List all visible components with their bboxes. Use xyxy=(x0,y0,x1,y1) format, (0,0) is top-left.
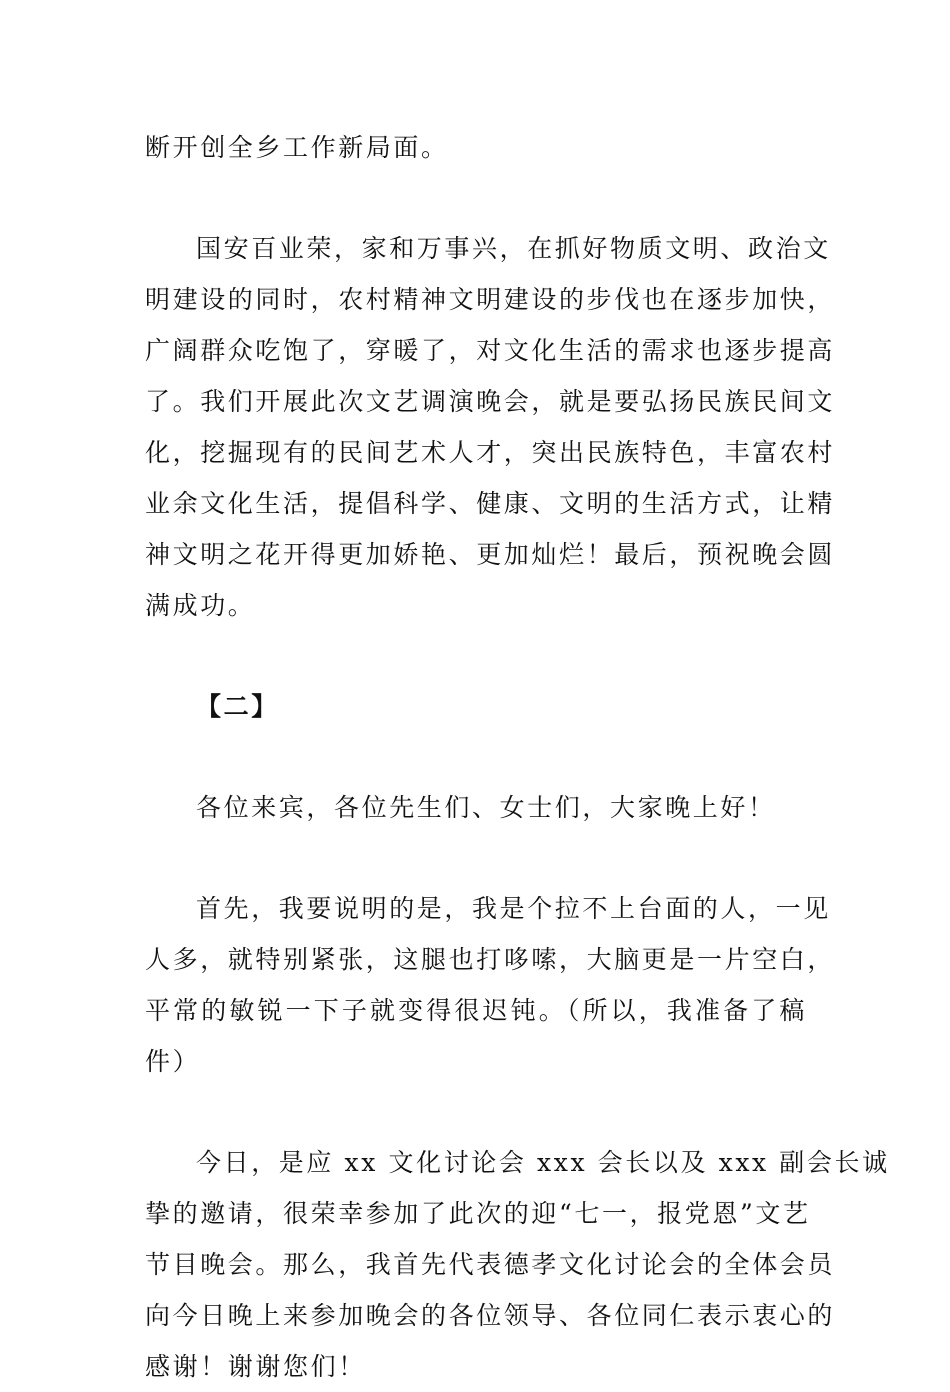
paragraph-thanks xyxy=(145,1137,890,1392)
paragraph-greeting xyxy=(145,782,807,833)
text-line: 首先，我要说明的是，我是个拉不上台面的人，一见 xyxy=(196,894,831,923)
text-line: 人多，就特别紧张，这腿也打哆嗦，大脑更是一片空白， xyxy=(145,945,836,974)
text-line: 件） xyxy=(145,1047,201,1076)
text-line: 了。我们开展此次文艺调演晚会，就是要弘扬民族民间文 xyxy=(145,387,836,416)
text-line: 国安百业荣，家和万事兴，在抓好物质文明、政治文 xyxy=(196,234,831,263)
paragraph-introduction xyxy=(145,883,836,1087)
text-line: 向今日晚上来参加晚会的各位领导、各位同仁表示衷心的 xyxy=(145,1301,836,1330)
text-line: 挚的邀请，很荣幸参加了此次的迎“七一，报党恩”文艺 xyxy=(145,1199,811,1228)
text-line: 广阔群众吃饱了，穿暖了，对文化生活的需求也逐步提高 xyxy=(145,336,836,365)
text-line: 平常的敏锐一下子就变得很迟钝。（所以，我准备了稿 xyxy=(145,996,807,1025)
paragraph-continuation xyxy=(145,122,807,173)
text-line: 节目晚会。那么，我首先代表德孝文化讨论会的全体会员 xyxy=(145,1250,836,1279)
text-line: 断开创全乡工作新局面。 xyxy=(145,133,449,162)
text-line: 化，挖掘现有的民间艺术人才，突出民族特色，丰富农村 xyxy=(145,438,836,467)
text-line: 各位来宾，各位先生们、女士们，大家晚上好！ xyxy=(196,793,776,822)
paragraph-culture-development xyxy=(145,223,836,631)
text-line: 神文明之花开得更加娇艳、更加灿烂！最后，预祝晚会圆 xyxy=(145,540,836,569)
section-number: 【二】 xyxy=(196,692,279,721)
text-line: 感谢！谢谢您们！ xyxy=(145,1352,366,1381)
text-line: 明建设的同时，农村精神文明建设的步伐也在逐步加快， xyxy=(145,285,836,314)
text-line: 满成功。 xyxy=(145,591,256,620)
text-line: 业余文化生活，提倡科学、健康、文明的生活方式，让精 xyxy=(145,489,836,518)
text-line: 今日，是应 xx 文化讨论会 xxx 会长以及 xxx 副会长诚 xyxy=(196,1148,890,1177)
document-page xyxy=(145,122,890,1392)
section-heading xyxy=(145,681,807,732)
